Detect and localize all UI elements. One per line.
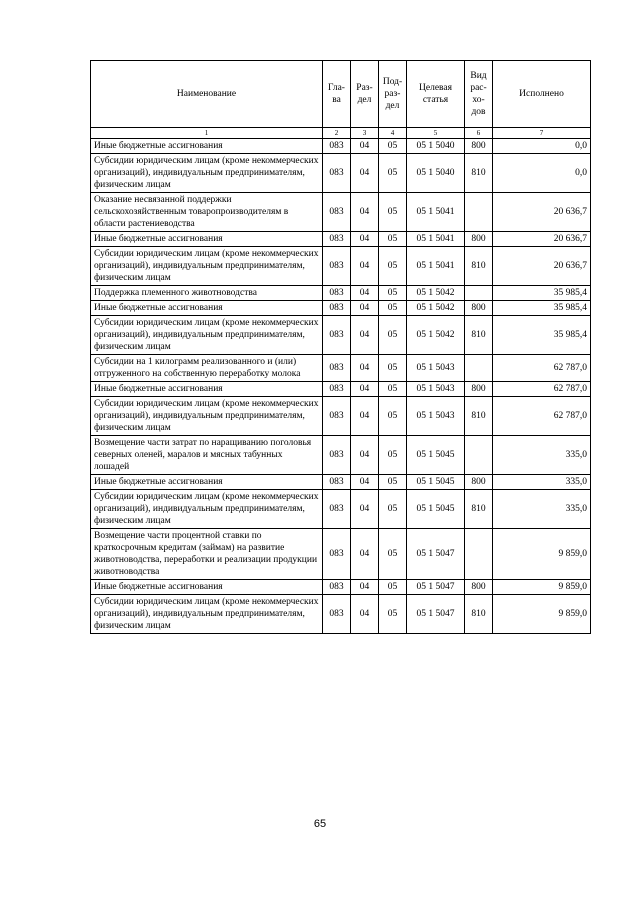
- cell-expense-type: 810: [465, 490, 493, 529]
- cell-subsection: 05: [379, 193, 407, 232]
- cell-chapter: 083: [323, 232, 351, 247]
- cell-name: Субсидии юридическим лицам (кроме некоммерческих организаций), индивидуальным предпринимателям, физическим лицам: [91, 397, 323, 436]
- cell-chapter: 083: [323, 529, 351, 580]
- table-row: [91, 139, 591, 154]
- cell-expense-type: 800: [465, 382, 493, 397]
- cell-section: 04: [351, 490, 379, 529]
- cell-target: 05 1 5040: [407, 139, 465, 154]
- cell-executed: 335,0: [493, 490, 591, 529]
- column-number: 7: [493, 128, 591, 139]
- cell-subsection: 05: [379, 580, 407, 595]
- cell-executed: 0,0: [493, 139, 591, 154]
- cell-chapter: 083: [323, 580, 351, 595]
- cell-section: 04: [351, 316, 379, 355]
- cell-expense-type: 800: [465, 232, 493, 247]
- cell-target: 05 1 5045: [407, 436, 465, 475]
- cell-subsection: 05: [379, 316, 407, 355]
- cell-chapter: 083: [323, 193, 351, 232]
- table-body: [91, 128, 591, 634]
- cell-target: 05 1 5041: [407, 247, 465, 286]
- cell-section: 04: [351, 301, 379, 316]
- cell-name: Субсидии юридическим лицам (кроме некоммерческих организаций), индивидуальным предпринимателям, физическим лицам: [91, 247, 323, 286]
- table-row: [91, 397, 591, 436]
- cell-executed: 0,0: [493, 154, 591, 193]
- cell-expense-type: 810: [465, 316, 493, 355]
- cell-name: Возмещение части процентной ставки по краткосрочным кредитам (займам) на развитие животноводства, переработки и реализации продукции животноводства: [91, 529, 323, 580]
- cell-section: 04: [351, 247, 379, 286]
- cell-executed: 35 985,4: [493, 301, 591, 316]
- cell-target: 05 1 5042: [407, 286, 465, 301]
- cell-expense-type: 810: [465, 595, 493, 634]
- cell-section: 04: [351, 355, 379, 382]
- cell-chapter: 083: [323, 475, 351, 490]
- table-row: [91, 316, 591, 355]
- cell-name: Иные бюджетные ассигнования: [91, 580, 323, 595]
- column-number: 6: [465, 128, 493, 139]
- cell-subsection: 05: [379, 529, 407, 580]
- cell-name: Иные бюджетные ассигнования: [91, 382, 323, 397]
- column-number: 1: [91, 128, 323, 139]
- cell-name: Субсидии юридическим лицам (кроме некоммерческих организаций), индивидуальным предпринимателям, физическим лицам: [91, 316, 323, 355]
- column-number-row: [91, 128, 591, 139]
- cell-expense-type: [465, 193, 493, 232]
- cell-section: 04: [351, 529, 379, 580]
- cell-expense-type: [465, 286, 493, 301]
- cell-target: 05 1 5041: [407, 232, 465, 247]
- header-expense-type: Вид рас- хо- дов: [465, 61, 493, 128]
- table-row: [91, 529, 591, 580]
- cell-chapter: 083: [323, 247, 351, 286]
- table-row: [91, 436, 591, 475]
- cell-chapter: 083: [323, 490, 351, 529]
- cell-expense-type: [465, 436, 493, 475]
- cell-chapter: 083: [323, 154, 351, 193]
- cell-target: 05 1 5047: [407, 580, 465, 595]
- cell-name: Иные бюджетные ассигнования: [91, 301, 323, 316]
- column-number: 4: [379, 128, 407, 139]
- header-chapter: Гла- ва: [323, 61, 351, 128]
- cell-chapter: 083: [323, 436, 351, 475]
- cell-target: 05 1 5041: [407, 193, 465, 232]
- cell-section: 04: [351, 382, 379, 397]
- cell-executed: 20 636,7: [493, 247, 591, 286]
- cell-executed: 9 859,0: [493, 595, 591, 634]
- cell-executed: 62 787,0: [493, 397, 591, 436]
- page-number: 65: [313, 818, 327, 830]
- table-row: [91, 193, 591, 232]
- cell-section: 04: [351, 232, 379, 247]
- header-subsection: Под- раз- дел: [379, 61, 407, 128]
- cell-subsection: 05: [379, 595, 407, 634]
- cell-section: 04: [351, 475, 379, 490]
- table-header-row: [91, 61, 591, 128]
- cell-subsection: 05: [379, 436, 407, 475]
- cell-target: 05 1 5043: [407, 397, 465, 436]
- cell-target: 05 1 5042: [407, 316, 465, 355]
- cell-subsection: 05: [379, 286, 407, 301]
- cell-chapter: 083: [323, 286, 351, 301]
- cell-subsection: 05: [379, 397, 407, 436]
- header-executed: Исполнено: [493, 61, 591, 128]
- cell-executed: 335,0: [493, 475, 591, 490]
- cell-executed: 335,0: [493, 436, 591, 475]
- cell-section: 04: [351, 397, 379, 436]
- cell-chapter: 083: [323, 316, 351, 355]
- column-number: 5: [407, 128, 465, 139]
- cell-name: Иные бюджетные ассигнования: [91, 475, 323, 490]
- cell-subsection: 05: [379, 475, 407, 490]
- cell-target: 05 1 5045: [407, 490, 465, 529]
- table-row: [91, 355, 591, 382]
- cell-executed: 9 859,0: [493, 529, 591, 580]
- cell-chapter: 083: [323, 397, 351, 436]
- cell-section: 04: [351, 139, 379, 154]
- cell-expense-type: 800: [465, 475, 493, 490]
- table-row: [91, 382, 591, 397]
- cell-target: 05 1 5047: [407, 595, 465, 634]
- cell-executed: 20 636,7: [493, 232, 591, 247]
- cell-chapter: 083: [323, 382, 351, 397]
- table-row: [91, 580, 591, 595]
- cell-chapter: 083: [323, 139, 351, 154]
- table-row: [91, 595, 591, 634]
- budget-table: [90, 60, 591, 634]
- cell-chapter: 083: [323, 301, 351, 316]
- cell-target: 05 1 5042: [407, 301, 465, 316]
- cell-target: 05 1 5040: [407, 154, 465, 193]
- cell-expense-type: 800: [465, 139, 493, 154]
- cell-target: 05 1 5043: [407, 355, 465, 382]
- table-row: [91, 490, 591, 529]
- cell-expense-type: 800: [465, 580, 493, 595]
- cell-target: 05 1 5043: [407, 382, 465, 397]
- cell-name: Субсидии юридическим лицам (кроме некоммерческих организаций), индивидуальным предпринимателям, физическим лицам: [91, 490, 323, 529]
- cell-expense-type: 810: [465, 397, 493, 436]
- cell-section: 04: [351, 580, 379, 595]
- cell-expense-type: 810: [465, 154, 493, 193]
- cell-expense-type: 800: [465, 301, 493, 316]
- cell-expense-type: [465, 355, 493, 382]
- cell-subsection: 05: [379, 247, 407, 286]
- header-target: Целевая статья: [407, 61, 465, 128]
- cell-expense-type: [465, 529, 493, 580]
- cell-executed: 62 787,0: [493, 382, 591, 397]
- cell-name: Поддержка племенного животноводства: [91, 286, 323, 301]
- cell-expense-type: 810: [465, 247, 493, 286]
- cell-executed: 35 985,4: [493, 316, 591, 355]
- cell-name: Возмещение части затрат по наращиванию поголовья северных оленей, маралов и мясных табунных лошадей: [91, 436, 323, 475]
- cell-section: 04: [351, 595, 379, 634]
- cell-name: Оказание несвязанной поддержки сельскохозяйственным товаропроизводителям в области растениеводства: [91, 193, 323, 232]
- cell-target: 05 1 5047: [407, 529, 465, 580]
- cell-section: 04: [351, 193, 379, 232]
- table-row: [91, 301, 591, 316]
- cell-executed: 9 859,0: [493, 580, 591, 595]
- cell-target: 05 1 5045: [407, 475, 465, 490]
- cell-name: Субсидии на 1 килограмм реализованного и (или) отгруженного на собственную переработку молока: [91, 355, 323, 382]
- table-row: [91, 154, 591, 193]
- cell-subsection: 05: [379, 232, 407, 247]
- table-row: [91, 475, 591, 490]
- header-name: Наименование: [91, 61, 323, 128]
- cell-name: Субсидии юридическим лицам (кроме некоммерческих организаций), индивидуальным предпринимателям, физическим лицам: [91, 154, 323, 193]
- column-number: 2: [323, 128, 351, 139]
- cell-executed: 62 787,0: [493, 355, 591, 382]
- table-row: [91, 286, 591, 301]
- cell-subsection: 05: [379, 490, 407, 529]
- cell-chapter: 083: [323, 595, 351, 634]
- cell-subsection: 05: [379, 154, 407, 193]
- table-row: [91, 232, 591, 247]
- header-section: Раз- дел: [351, 61, 379, 128]
- cell-name: Субсидии юридическим лицам (кроме некоммерческих организаций), индивидуальным предпринимателям, физическим лицам: [91, 595, 323, 634]
- cell-subsection: 05: [379, 382, 407, 397]
- cell-subsection: 05: [379, 139, 407, 154]
- cell-subsection: 05: [379, 355, 407, 382]
- cell-name: Иные бюджетные ассигнования: [91, 232, 323, 247]
- cell-section: 04: [351, 436, 379, 475]
- cell-subsection: 05: [379, 301, 407, 316]
- cell-section: 04: [351, 154, 379, 193]
- cell-chapter: 083: [323, 355, 351, 382]
- cell-section: 04: [351, 286, 379, 301]
- cell-executed: 20 636,7: [493, 193, 591, 232]
- table-row: [91, 247, 591, 286]
- column-number: 3: [351, 128, 379, 139]
- cell-name: Иные бюджетные ассигнования: [91, 139, 323, 154]
- cell-executed: 35 985,4: [493, 286, 591, 301]
